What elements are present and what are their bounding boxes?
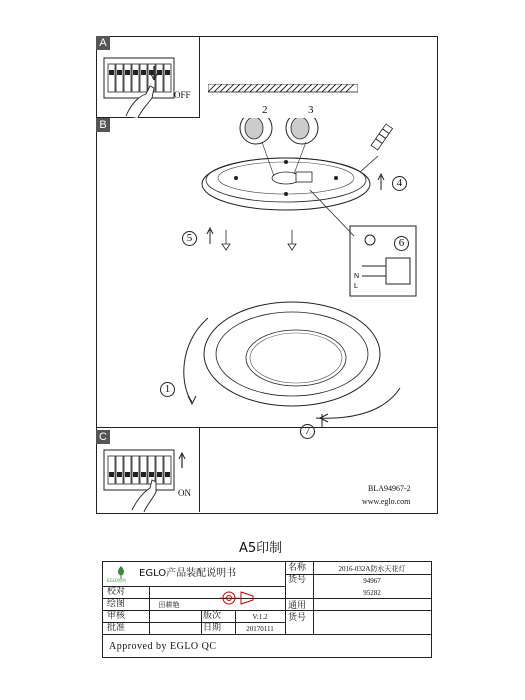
step-1-marker: 1 — [160, 382, 175, 397]
step-c-panel — [96, 428, 200, 512]
drawing-reference-code: BLA94967-2 — [368, 484, 411, 493]
projection-symbol-icon — [219, 588, 259, 608]
drawing-label: 绘图 — [107, 599, 126, 609]
on-text: ON — [178, 488, 191, 498]
svg-text:N: N — [354, 273, 360, 280]
step-6-marker: 6 — [394, 236, 409, 251]
step-a-panel — [96, 36, 200, 118]
review-label: 审核 — [107, 611, 126, 621]
step-2-marker: 2 — [262, 104, 268, 116]
title-block — [102, 561, 432, 658]
approval-label: 批准 — [107, 623, 126, 633]
step-3-marker: 3 — [308, 104, 314, 116]
general-item-value: 95282 — [363, 589, 381, 597]
logo-small-text: EGLO照明 — [107, 578, 126, 583]
name-label: 名称 — [288, 563, 307, 573]
eglo-logo — [107, 564, 135, 584]
proofread-label: 校对 — [107, 587, 126, 597]
breaker-on-illustration — [96, 428, 200, 512]
step-5-marker: 5 — [182, 231, 197, 246]
step-b-panel — [96, 104, 438, 437]
breaker-off-illustration — [96, 36, 200, 118]
website-text: www.eglo.com — [362, 497, 411, 506]
step-4-marker: 4 — [392, 176, 407, 191]
item-number-value: 94967 — [363, 577, 381, 585]
name-value: 2016-032A防水天花灯 — [338, 565, 406, 573]
item-number-label: 货号 — [288, 575, 307, 585]
step-a-label: A — [96, 36, 110, 50]
off-text: OFF — [174, 90, 191, 100]
version-label: 版次 — [203, 611, 222, 621]
step-c-label: C — [96, 430, 110, 444]
drawn-by-value: 田耕艳 — [158, 601, 180, 609]
print-size-text: A5印制 — [239, 541, 283, 556]
date-label: 日期 — [203, 623, 222, 633]
general-item-label: 货号 — [288, 613, 307, 623]
step-7-marker: 7 — [300, 424, 315, 439]
date-value: 20170111 — [246, 625, 274, 633]
step-b-label: B — [96, 118, 110, 132]
document-title: EGLO产品装配说明书 — [139, 568, 237, 579]
general-label: 通用 — [288, 601, 307, 611]
version-value: V:1.2 — [252, 613, 268, 621]
approved-text: Approved by EGLO QC — [109, 641, 217, 652]
ceiling-hatch — [208, 84, 358, 94]
installation-illustration — [96, 118, 438, 428]
svg-text:L: L — [354, 283, 358, 290]
